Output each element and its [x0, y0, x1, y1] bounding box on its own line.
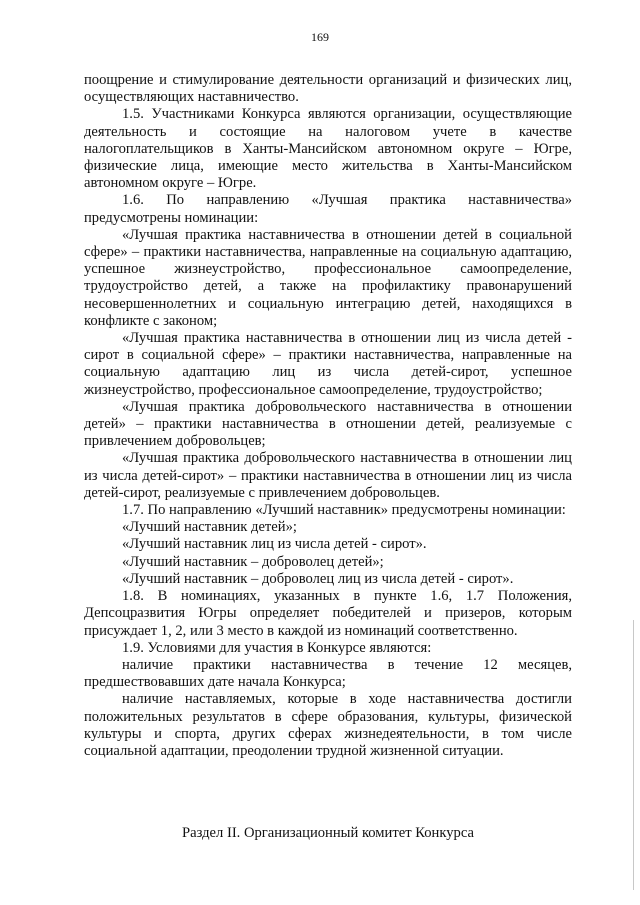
nomination-mentor-children: «Лучший наставник детей»; — [122, 519, 297, 536]
paragraph-1-5-participants: 1.5. Участниками Конкурса являются организации, осуществляющие деятельность и состоящие на налоговом учете в качестве налогоплательщиков в Ханты-Мансийском автономном округе – Югре, физические лица, имеющие место жительства в Ханты-Мансийском автономном округе – Югре. — [84, 106, 572, 192]
page-number: 169 — [311, 30, 329, 44]
paragraph-1-6-practice-nominations: 1.6. По направлению «Лучшая практика наставничества» предусмотрены номинации: — [84, 192, 572, 226]
nomination-volunteer-mentor-orphans: «Лучший наставник – доброволец лиц из числа детей - сирот». — [122, 570, 514, 587]
scan-edge-line — [633, 620, 634, 890]
nomination-practice-orphans: «Лучшая практика наставничества в отношении лиц из числа детей - сирот в социальной сфере» – практики наставничества, направленные на социальную адаптацию лиц из числа детей-сирот, успешное жизнеустройство, профессиональное самоопределение, трудоустройство; — [84, 330, 572, 398]
paragraph-continuation: поощрение и стимулирование деятельности организаций и физических лиц, осуществляющих наставничество. — [84, 72, 572, 106]
nomination-volunteer-practice-children: «Лучшая практика добровольческого наставничества в отношении детей» – практики наставничества в отношении детей, реализуемые с привлечением добровольцев; — [84, 398, 572, 450]
paragraph-1-9-conditions: 1.9. Условиями для участия в Конкурсе являются: — [122, 639, 432, 656]
nomination-practice-children: «Лучшая практика наставничества в отношении детей в социальной сфере» – практики наставничества, направленные на социальную адаптацию, успешное жизнеустройство, профессиональное самоопределение, трудоустройство детей, а также на профилактику правонарушений несовершеннолетних и социальную интеграцию детей, находящихся в конфликте с законом; — [84, 226, 572, 329]
condition-practice-duration: наличие практики наставничества в течение 12 месяцев, предшествовавших дате начала Конкурса; — [84, 656, 572, 691]
condition-mentees-results: наличие наставляемых, которые в ходе наставничества достигли положительных результатов в сфере образования, культуры, физической культуры и спорта, других сферах жизнедеятельности, в том числе социальной адаптации, преодолении трудной жизненной ситуации. — [84, 691, 572, 759]
section-title: Раздел II. Организационный комитет Конкурса — [182, 825, 474, 841]
nomination-mentor-orphans: «Лучший наставник лиц из числа детей - сирот». — [122, 536, 427, 553]
nomination-volunteer-mentor-children: «Лучший наставник – доброволец детей»; — [122, 553, 384, 570]
nomination-volunteer-practice-orphans: «Лучшая практика добровольческого наставничества в отношении лиц из числа детей-сирот» – практики наставничества в отношении лиц из числа детей-сирот, реализуемые с привлечением добровольцев. — [84, 450, 572, 501]
document-body — [84, 72, 572, 760]
paragraph-1-8-winners: 1.8. В номинациях, указанных в пункте 1.6, 1.7 Положения, Депсоцразвития Югры определяет победителей и призеров, которым присуждает 1, 2, или 3 место в каждой из номинаций соответственно. — [84, 588, 572, 639]
paragraph-1-7-mentor-nominations: 1.7. По направлению «Лучший наставник» предусмотрены номинации: — [122, 502, 566, 519]
